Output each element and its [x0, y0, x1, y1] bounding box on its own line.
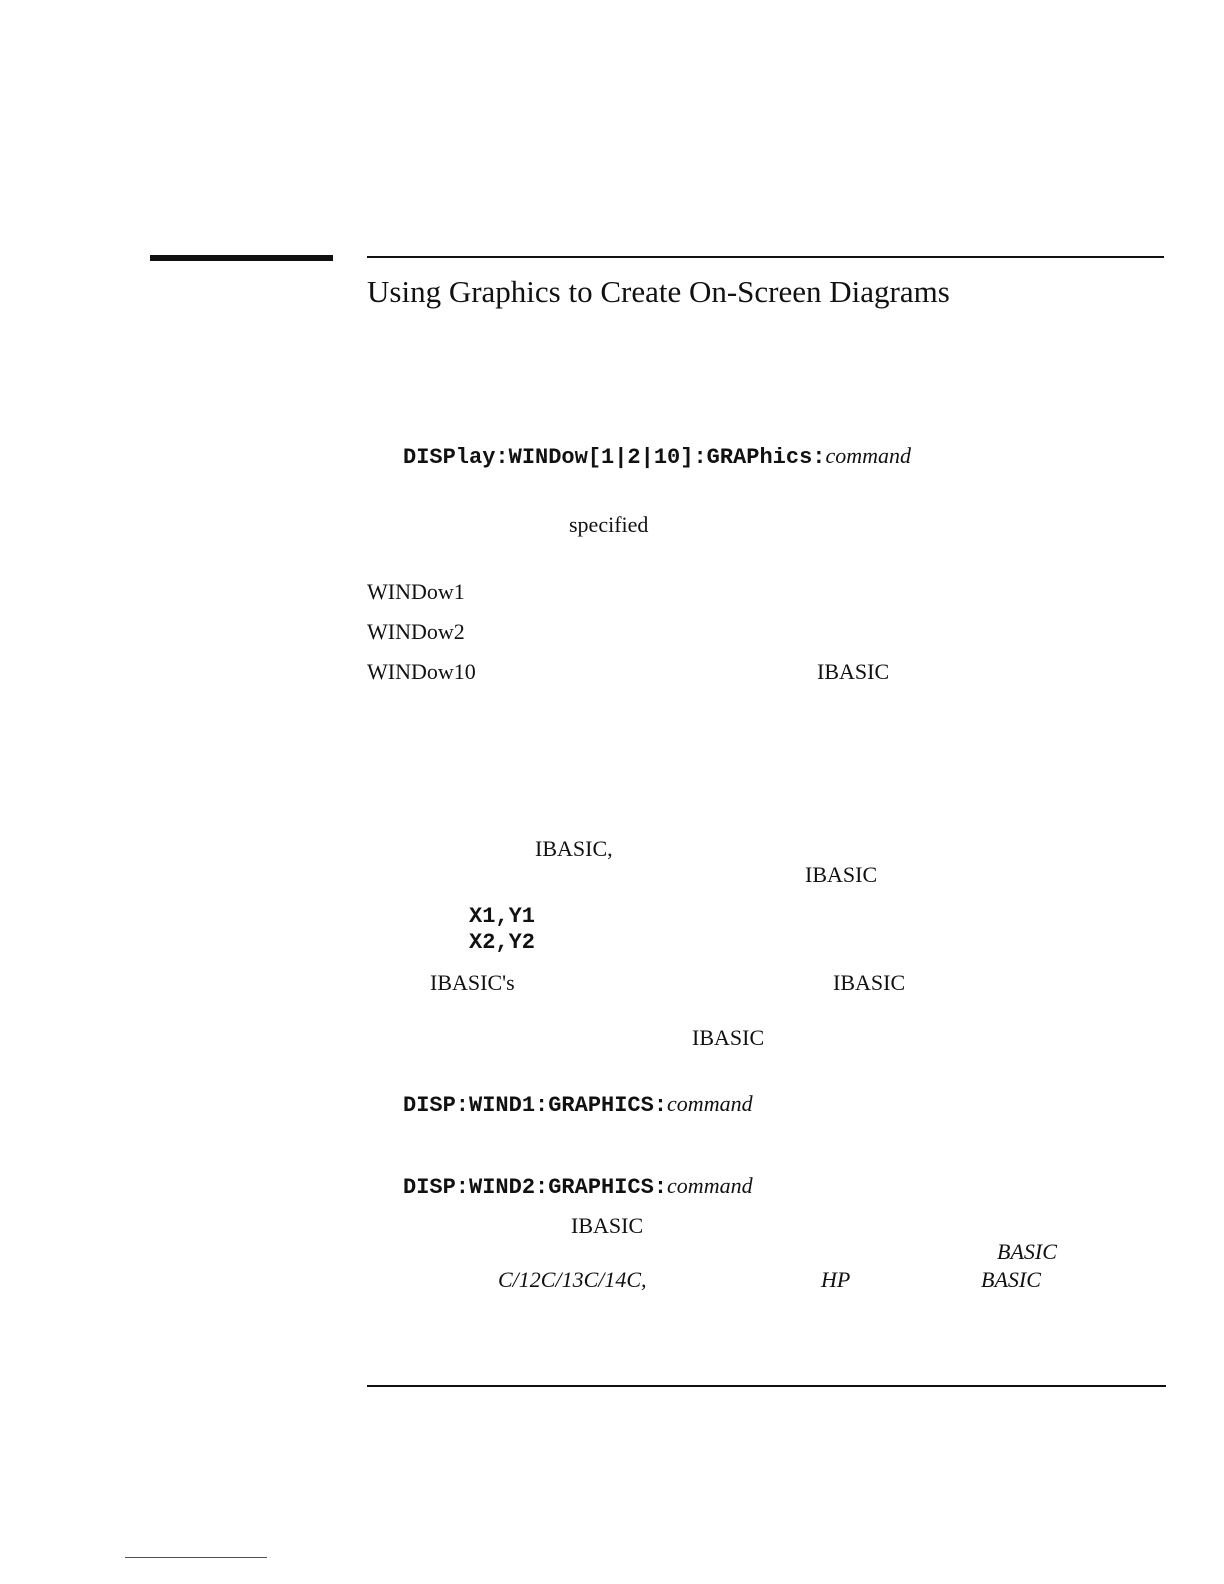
example-1-arg: command: [667, 1091, 753, 1116]
text-ibasic-5: IBASIC: [571, 1213, 644, 1238]
text-ibasic-comma: IBASIC,: [535, 836, 613, 861]
text-specified: specified: [569, 512, 649, 537]
code-x1y1: X1,Y1: [469, 904, 536, 929]
example-1-prefix: DISP:WIND1:GRAPHICS:: [403, 1093, 668, 1118]
example-2-prefix: DISP:WIND2:GRAPHICS:: [403, 1175, 668, 1200]
section-title: Using Graphics to Create On-Screen Diagrams: [367, 274, 950, 309]
bottom-rule: [367, 1385, 1166, 1387]
syntax-prefix: DISPlay:WINDow[1|2|10]:GRAPhics:: [403, 445, 826, 470]
text-ibasic-3: IBASIC: [833, 970, 906, 995]
syntax-line: [403, 443, 911, 470]
text-basic-italic-1: BASIC: [997, 1239, 1057, 1264]
text-ibasic-2: IBASIC: [805, 862, 878, 887]
window-label-1: WINDow1: [367, 579, 465, 604]
text-ibasic-row: IBASIC: [817, 659, 890, 684]
top-rule: [367, 256, 1164, 258]
example-2-arg: command: [667, 1173, 753, 1198]
text-ibasic-4: IBASIC: [692, 1025, 765, 1050]
example-command-1: [403, 1091, 753, 1118]
text-models-italic: C/12C/13C/14C,: [498, 1267, 647, 1292]
text-hp-italic: HP: [821, 1267, 851, 1292]
window-label-10: WINDow10: [367, 659, 476, 684]
text-basic-italic-2: BASIC: [981, 1267, 1041, 1292]
left-heading-bar: [150, 255, 333, 261]
text-ibasics: IBASIC's: [430, 970, 515, 995]
code-x2y2: X2,Y2: [469, 930, 536, 955]
example-command-2: [403, 1173, 753, 1200]
syntax-arg: command: [825, 443, 912, 468]
footer-underline: [125, 1557, 267, 1558]
window-label-2: WINDow2: [367, 619, 465, 644]
